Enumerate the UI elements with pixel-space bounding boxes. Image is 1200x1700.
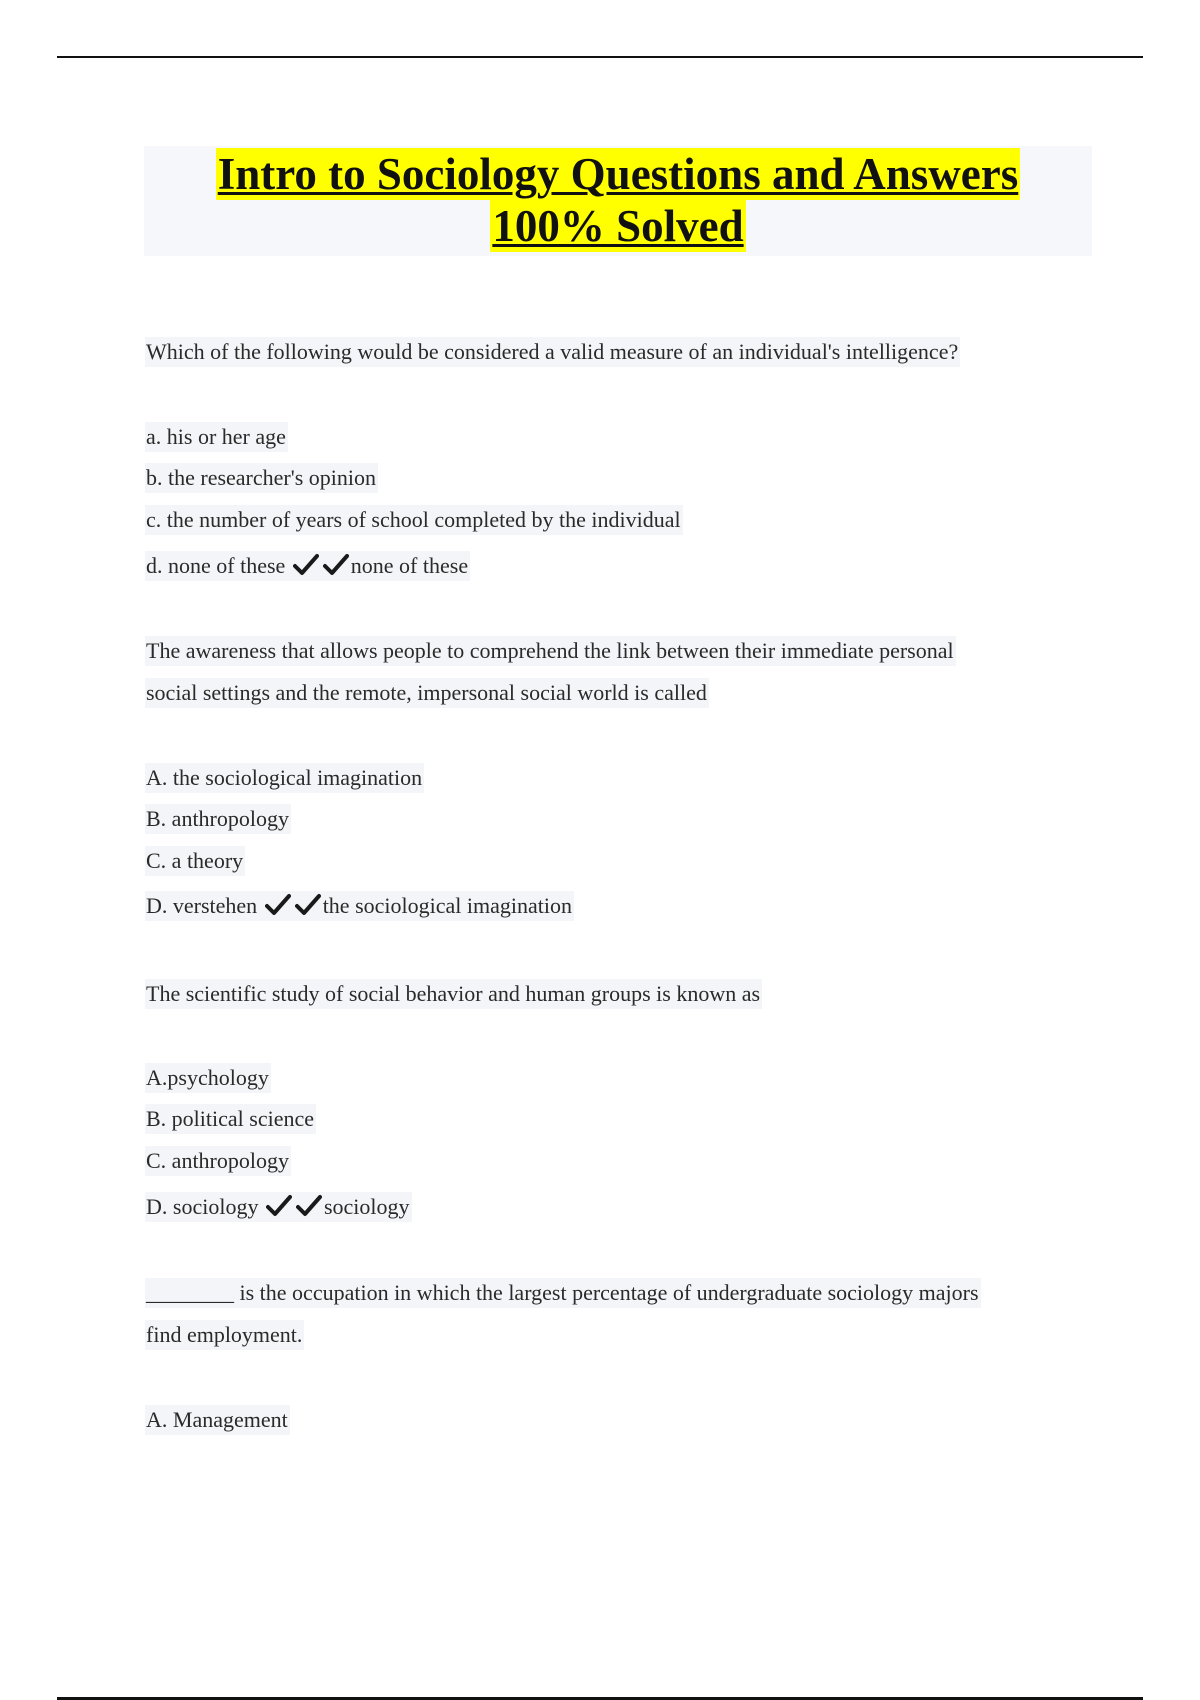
question-2-option-b: B. anthropology bbox=[145, 804, 291, 834]
question-1-option-d: d. none of these bbox=[146, 553, 286, 578]
question-1-text: Which of the following would be considered a valid measure of an individual's intelligence? bbox=[145, 337, 960, 367]
check-mark-icon bbox=[295, 893, 321, 917]
check-mark-icon bbox=[265, 893, 291, 917]
question-2-answer: the sociological imagination bbox=[322, 893, 572, 918]
question-4-text-line-2: find employment. bbox=[145, 1320, 304, 1350]
question-3-option-d: D. sociology bbox=[146, 1194, 259, 1219]
check-mark-icon bbox=[296, 1194, 322, 1218]
question-1-option-a: a. his or her age bbox=[145, 422, 288, 452]
question-2-option-d-with-answer bbox=[145, 891, 574, 921]
document-title-line-2: 100% Solved bbox=[492, 201, 744, 251]
title-block bbox=[144, 146, 1092, 256]
question-1-option-c: c. the number of years of school completed by the individual bbox=[145, 505, 683, 535]
check-mark-icon bbox=[266, 1194, 292, 1218]
question-2-text-line-2: social settings and the remote, impersonal social world is called bbox=[145, 678, 709, 708]
question-2-option-d: D. verstehen bbox=[146, 893, 258, 918]
question-1-option-b: b. the researcher's opinion bbox=[145, 463, 378, 493]
question-4-text-line-1: ________ is the occupation in which the largest percentage of undergraduate sociology majors bbox=[145, 1278, 981, 1308]
question-3-text: The scientific study of social behavior and human groups is known as bbox=[145, 979, 762, 1009]
question-2-option-c: C. a theory bbox=[145, 846, 245, 876]
question-1-answer: none of these bbox=[350, 553, 469, 578]
question-3-answer: sociology bbox=[323, 1194, 410, 1219]
question-2-text-line-1: The awareness that allows people to comprehend the link between their immediate personal bbox=[145, 636, 956, 666]
check-mark-icon bbox=[323, 553, 349, 577]
document-title-line-1: Intro to Sociology Questions and Answers bbox=[217, 149, 1019, 199]
question-2-option-a: A. the sociological imagination bbox=[145, 763, 424, 793]
top-rule bbox=[57, 56, 1143, 58]
question-3-option-a: A.psychology bbox=[145, 1063, 271, 1093]
question-3-option-d-with-answer bbox=[145, 1192, 412, 1222]
question-1-option-d-with-answer bbox=[145, 551, 470, 581]
question-3-option-c: C. anthropology bbox=[145, 1146, 291, 1176]
question-4-option-a: A. Management bbox=[145, 1405, 290, 1435]
check-mark-icon bbox=[293, 553, 319, 577]
question-3-option-b: B. political science bbox=[145, 1104, 316, 1134]
